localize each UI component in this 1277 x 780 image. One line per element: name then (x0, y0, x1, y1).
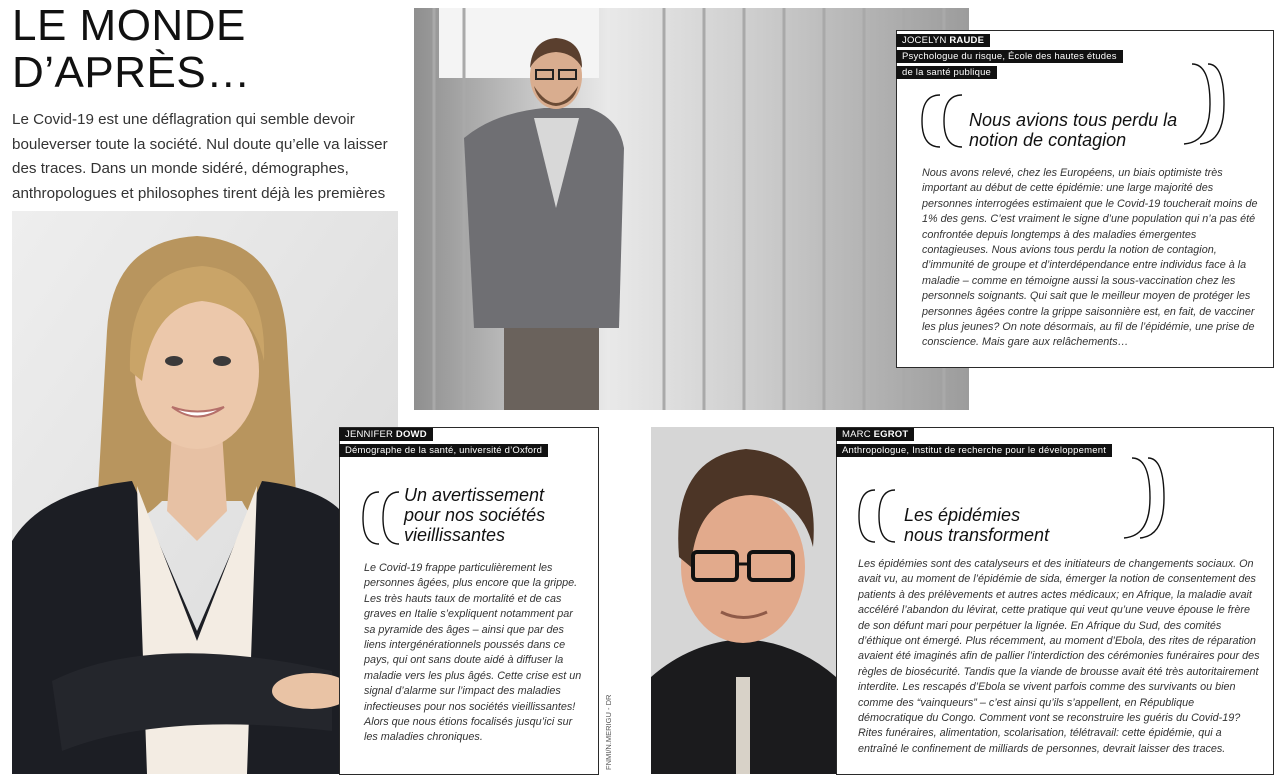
name-tag-raude (896, 34, 990, 47)
role-tag-dowd: Démographe de la santé, université d’Oxford (339, 444, 548, 457)
open-quote-icon (361, 490, 407, 546)
body-dowd: Le Covid-19 frappe particulièrement les personnes âgées, plus encore que la grippe. Les très hauts taux de mortalité et de cas graves en Italie s’expliquent notamment par sa pyramide des âges – ainsi que par des liens intergénérationnels poussés dans ce pays, qui ont sans doute aidé à diffuser la maladie vers les plus âgés. Cette crise est un signal d’alarme sur l’impact des maladies infectieuses pour nos sociétés vieillissantes! Alors que nous étions focalisés jusqu’ici sur les maladies chroniques. (364, 562, 582, 744)
first-name-dowd: JENNIFER (345, 429, 394, 440)
quote-egrot: Les épidémies nous transforment (904, 505, 1050, 545)
role-tag-egrot: Anthropologue, Institut de recherche pour le développement (836, 444, 1112, 457)
body-egrot: Les épidémies sont des catalyseurs et des initiateurs de changements sociaux. On avait vu, au moment de l’épidémie de sida, émerger la notion de consentement des patients à des prélèvements et autres actes médicaux; en Afrique, la maladie avait accéléré l’abandon du lévirat, cette pratique qui veut qu’une veuve épouse le frère de son défunt mari pour perpétuer la lignée. En Afrique du Sud, des comités d’éthique ont émergé. Plus récemment, au moment d’Ebola, des rites de réparation avaient été imaginés afin de pallier l’interdiction des cérémonies funéraires pour des règles de biosécurité. Tandis que la viande de brousse avait été très autoritairement interdite. Les rescapés d’Ebola se vivent parfois comme des survivants ou bien comme des “vainqueurs” – c’est ainsi qu’ils s’appellent, en République démocratique du Congo. Comment vont se reconstruire les guéris du Covid-19? Rites funéraires, alimentation, scolarisation, télétravail: cette épidémie, qui a entraîné le confinement de milliards de personnes, devrait laisser des traces. (858, 558, 1260, 755)
open-quote-icon (920, 93, 970, 149)
title-line-1: LE MONDE (12, 1, 246, 50)
last-name-egrot: EGROT (873, 429, 909, 440)
quote-dowd: Un avertissement pour nos sociétés vieillissantes (404, 485, 546, 545)
photo-credit: FNMI/N.MERIGU - DR (604, 694, 613, 770)
photo-marc-egrot (651, 427, 836, 774)
photo-jocelyn-raude (414, 8, 969, 410)
name-tag-egrot (836, 428, 914, 441)
body-raude: Nous avons relevé, chez les Européens, un biais optimiste très important au début de cette épidémie: une large majorité des personnes interrogées estimaient que le Covid-19 toucherait moins de 1% des gens. C’est vraiment le signe d’une population qui n’a pas été confrontée depuis longtemps à des maladies émergentes contagieuses. Nous avions tous perdu la notion de contagion, d’immunité de groupe et d’interdépendance entre individus face à la maladie – comme en témoigne aussi la sous-vaccination chez les personnels soignants. Qui sait que le meilleur moyen de protéger les personnes âgées contre la grippe saisonnière est, en fait, de vacciner les plus jeunes? On note désormais, au fil de l’épidémie, une prise de conscience. Mais gare aux relâchements… (922, 167, 1258, 349)
close-quote-icon (1180, 62, 1226, 146)
close-quote-icon (1120, 456, 1166, 540)
title-line-2: D’APRÈS… (12, 48, 251, 97)
role-tag-raude-line-1: Psychologue du risque, École des hautes études (896, 50, 1123, 63)
portrait-man-corridor-illustration (414, 8, 969, 410)
quote-raude: Nous avions tous perdu la notion de contagion (969, 110, 1178, 150)
open-quote-icon (857, 488, 903, 544)
name-tag-dowd (339, 428, 433, 441)
first-name-egrot: MARC (842, 429, 871, 440)
page-title (12, 2, 392, 96)
last-name-raude: RAUDE (949, 35, 985, 46)
first-name-raude: JOCELYN (902, 35, 947, 46)
portrait-man-glasses-illustration (651, 427, 836, 774)
last-name-dowd: DOWD (395, 429, 427, 440)
role-tag-raude-line-2: de la santé publique (896, 66, 997, 79)
intro-paragraph: Le Covid-19 est une déflagration qui semble devoir bouleverser toute la société. Nul doute qu’elle va laisser des traces. Dans un monde sidéré, démographes, anthropologues et philosophes tirent déjà les premières (12, 111, 388, 202)
